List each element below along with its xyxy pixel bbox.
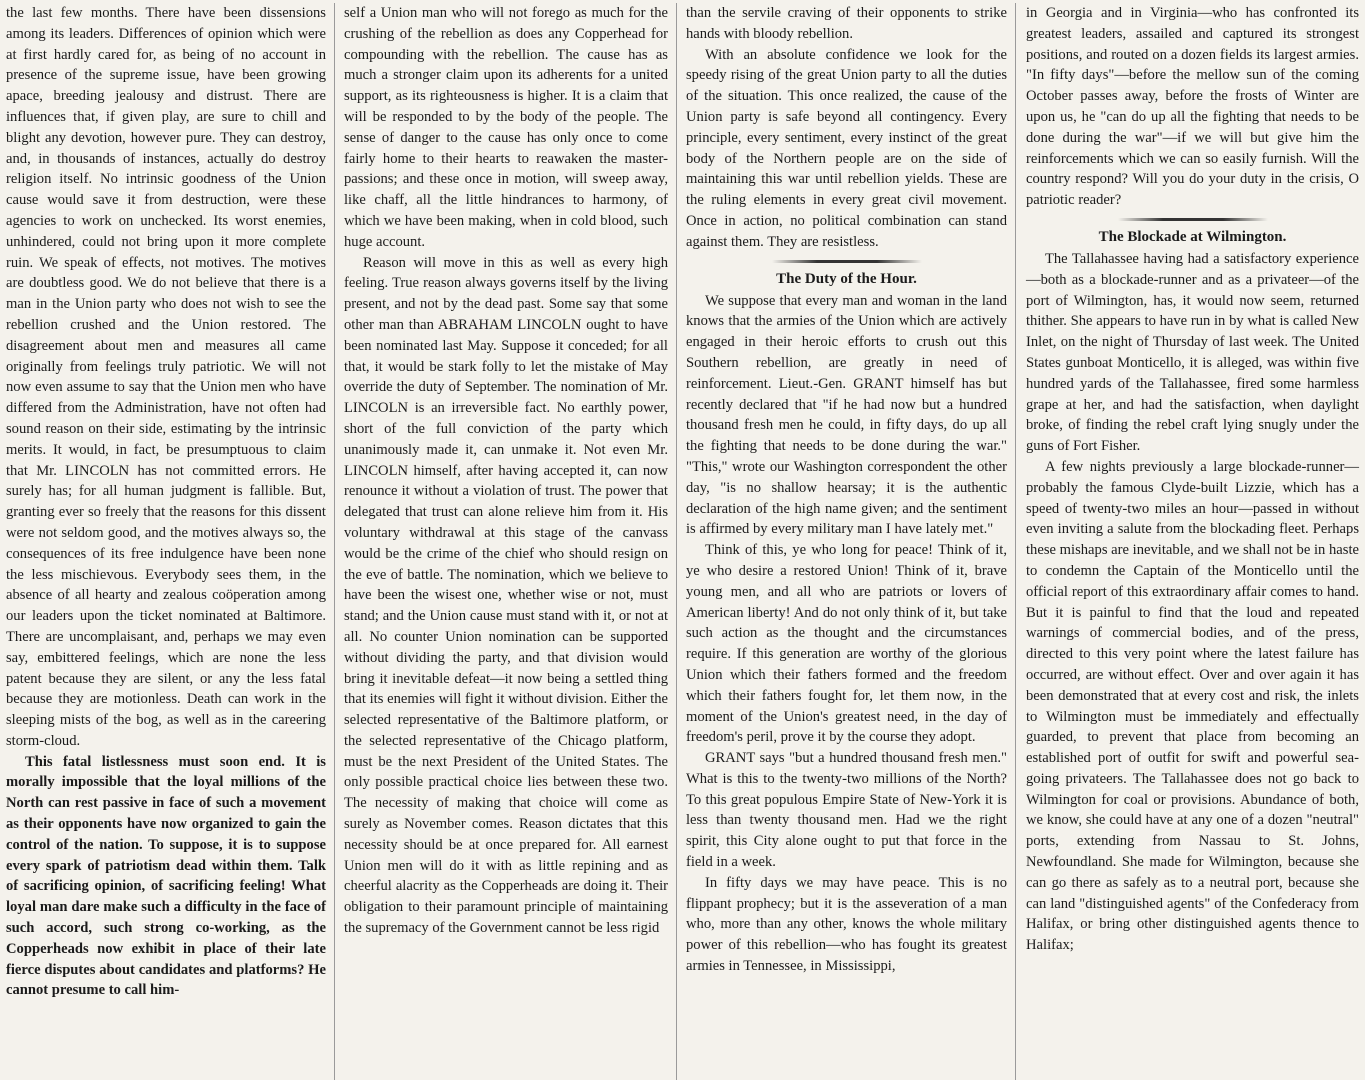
paragraph: With an absolute confidence we look for the speedy rising of the great Union party to all the duties of the situation. This once realized, the cause of the Union party is safe beyond all contingency. Every principle, every sentiment, every instinct of the great body of the Northern people are on the side of maintaining this war until rebellion yields. These are the ruling elements in every great civil movement. Once in action, no political combination can stand against them. They are resistless. (686, 46, 1007, 250)
paragraph: the last few months. There have been dissensions among its leaders. Differences of opinion which were at first hardly cared for, as being of no account in presence of the supreme issue, have been growing apace, breeding jealousy and distrust. There are influences that, if given play, are sure to chill and blight any devotion, however pure. They can destroy, and, in thousands of instances, actually do destroy religion itself. No intrinsic goodness of the Union cause would save it from destruction, were these agencies to work on unchecked. Its worst enemies, unhindered, could not bring upon it more complete ruin. We speak of effects, not motives. The motives are doubtless good. We do not believe that there is a man in the Union party who does not wish to see the rebellion crushed and the Union restored. The disagreement about men and measures all came originally from feelings truly patriotic. We will not now even assume to say that the Union men who have differed from the Administration, have not often had sound reason on their side, estimating by the intrinsic merits. It would, in fact, be presumptuous to claim that Mr. LINCOLN has not committed errors. He surely has; for all human judgment is fallible. But, granting ever so freely that the reasons for this dissent were not seldom good, and the motives always so, the consequences of its free indulgence have been none the less mischievous. Everybody sees them, in the absence of all hearty and zealous coöperation among our leaders upon the ticket nominated at Baltimore. There are uncomplaisant, and, perhaps we may even say, embittered feelings, which are none the less patent because they are silent, or any the less fatal because they are motionless. Death can work in the sleeping mists of the bog, as well as in the careering storm-cloud. (6, 5, 326, 749)
paragraph: GRANT says "but a hundred thousand fresh men." What is this to the twenty-two millions of the North? To this great populous Empire State of New-York it is less than twenty thousand men. Had we the right spirit, this City alone ought to put that force in the field in a week. (686, 750, 1007, 871)
paragraph: In fifty days we may have peace. This is no flippant prophecy; but it is the asseveration of a man who, more than any other, knows the whole military power of this rebellion—who has fought its greatest armies in Tennessee, in Mississippi, (686, 874, 1007, 975)
paragraph: We suppose that every man and woman in the land knows that the armies of the Union which are actively engaged in their heroic efforts to crush out this Southern rebellion, are greatly in need of reinforcement. Lieut.-Gen. GRANT himself has but recently declared that "if he had now but a hundred thousand fresh men he could, in fifty days, do up all the fighting that needs to be done during the war." "This," wrote our Washington correspondent the other day, "is no shallow hearsay; it is the authentic declaration of the high name given; and the sentiment is affirmed by every military man I have lately met." (686, 292, 1007, 538)
column-2 (335, 3, 677, 1080)
paragraph: Think of this, ye who long for peace! Think of it, ye who desire a restored Union! Think of it, brave young men, and all who are patriots or lovers of American liberty! And do not only think of it, but take such action as the thought and the circumstances require. If this generation are worthy of the glorious Union which their fathers formed and the freedom which their fathers fought for, let them now, in the moment of the Union's greatest need, in the day of freedom's peril, prove it by the course they adopt. (686, 542, 1007, 746)
column-1 (0, 3, 335, 1080)
paragraph: This fatal listlessness must soon end. It is morally impossible that the loyal millions of the North can rest passive in face of such a movement as their opponents have now organized to gain the control of the nation. To suppose, it is to suppose every spark of patriotism dead within them. Talk of sacrificing opinion, of sacrificing feeling! What loyal man dare make such a difficulty in the face of such accord, such strong co-working, as the Copperheads now exhibit in place of their late fierce disputes about candidates and platforms? He cannot presume to call him- (6, 753, 326, 999)
article-heading: The Duty of the Hour. (776, 270, 917, 287)
section-divider (1118, 218, 1268, 221)
paragraph: The Tallahassee having had a satisfactory experience—both as a blockade-runner and as a privateer—of the port of Wilmington, has, it would now seem, returned thither. She appears to have run in by what is called New Inlet, on the night of Thursday of last week. The United States gunboat Monticello, it is alleged, was within five hundred yards of the Tallahassee, fired some harmless grape at her, and had the satisfaction, when daylight broke, of finding the rebel craft lying snugly under the guns of Fort Fisher. (1026, 250, 1359, 455)
column-3 (677, 3, 1016, 1080)
paragraph: than the servile craving of their opponents to strike hands with bloody rebellion. (686, 5, 1007, 42)
article-heading: The Blockade at Wilmington. (1098, 228, 1287, 245)
paragraph: in Georgia and in Virginia—who has confronted its greatest leaders, assailed and captured its strongest positions, and routed on a dozen fields its largest armies. "In fifty days"—before the mellow sun of the coming October passes away, before the frosts of Winter are upon us, he "can do up all the fighting that needs to be done during the war"—if we will but give him the reinforcements which we can so easily furnish. Will the country respond? Will you do your duty in the crisis, O patriotic reader? (1026, 5, 1359, 209)
paragraph: A few nights previously a large blockade-runner—probably the famous Clyde-built Lizzie, which has a speed of twenty-two miles an hour—passed in without even inviting a salute from the blockading fleet. Perhaps these mishaps are inevitable, and we shall not be in haste to condemn the Captain of the Monticello until the official report of this extraordinary affair comes to hand. But it is painful to find that the loud and repeated warnings of commercial bodies, and of the press, directed to this very point where the latest failure has occurred, are without effect. Over and over again it has been demonstrated that at every cost and risk, the inlets to Wilmington must be immediately and effectually guarded, to prevent that place from becoming an established port of outfit for swift and powerful sea-going privateers. The Tallahassee does not go back to Wilmington for coal or provisions. Abundance of both, we know, she could have at any one of a dozen "neutral" ports, extending from Nassau to St. Johns, Newfoundland. She made for Wilmington, because she can go there as safely as to a neutral port, because she can land "distinguished agents" of the Confederacy from Halifax, or bring other distinguished agents thence to Halifax; (1026, 458, 1359, 954)
section-divider (772, 260, 922, 263)
paragraph: self a Union man who will not forego as much for the crushing of the rebellion as does any Copperhead for compounding with the rebellion. The cause has as much a stronger claim upon its adherents for a united support, as its righteousness is higher. It is a claim that will be responded to by the body of the people. The sense of danger to the cause has only once to come fairly home to their hearts to reawaken the master-passions; and these once in motion, will sweep away, like chaff, all the little hindrances to harmony, of which we have been making, when in cold blood, such huge account. (344, 5, 668, 250)
column-4 (1016, 3, 1365, 1080)
paragraph: Reason will move in this as well as every high feeling. True reason always governs itself by the living present, and not by the dead past. Some say that some other man than ABRAHAM LINCOLN ought to have been nominated last May. Suppose it conceded; for all that, it would be stark folly to let the mistake of May override the duty of September. The nomination of Mr. LINCOLN is an irreversible fact. No earthly power, short of the full conviction of the party which unanimously made it, can unmake it. Not even Mr. LINCOLN himself, after having accepted it, can now renounce it without a violation of trust. The power that delegated that trust can alone relieve him from it. His voluntary withdrawal at this stage of the canvass would be the crime of the chief who should resign on the eve of battle. The nomination, which we believe to have been the wisest one, whether wise or not, must stand; and the Union cause must stand with it, or not at all. No counter Union nomination can be supported without dividing the party, and that division would bring it inevitable defeat—it now being a settled thing that its enemies will fight it without division. Either the selected representative of the Baltimore platform, or the selected representative of the Chicago platform, must be the next President of the United States. The only possible practical choice lies between these two. The necessity of making that choice will come as surely as November comes. Reason dictates that this necessity should be at once prepared for. All earnest Union men will do it with as little repining and as cheerful alacrity as the Copperheads are doing it. Their obligation to their paramount principle of maintaining the supremacy of the Government cannot be less rigid (344, 254, 668, 937)
